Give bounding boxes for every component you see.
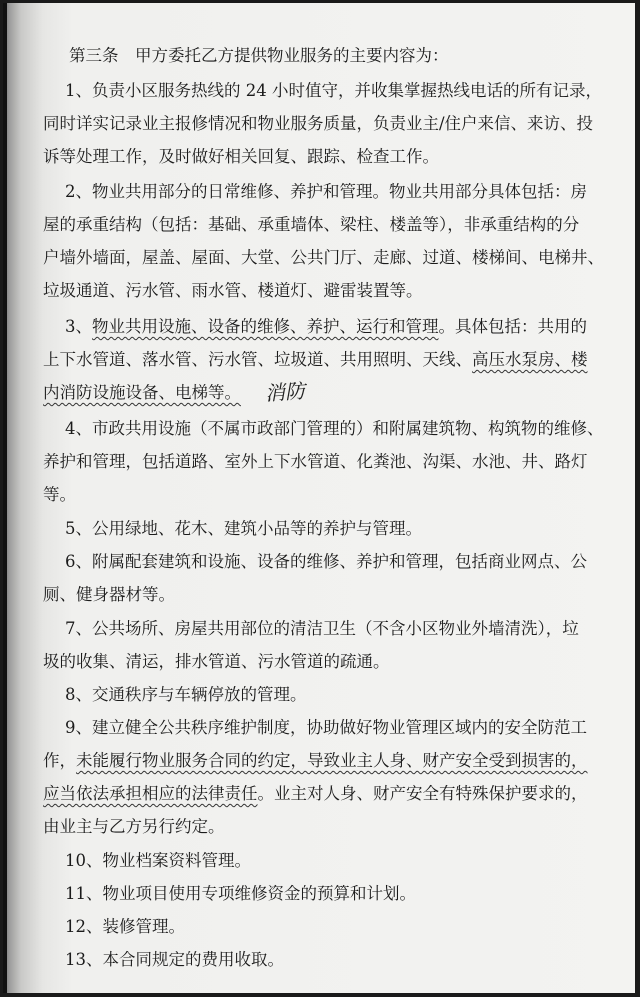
text-line [43,651,390,673]
text-line [43,280,423,302]
text-segment: 8、交通秩序与车辆停放的管理。 [65,685,307,704]
list-item-start-line [65,418,604,440]
text-segment: 屋的承重结构（包括：基础、承重墙体、梁柱、楼盖等），非承重结构的分 [43,215,580,234]
list-item-start-line [65,181,587,203]
list-item-start-line [65,316,587,338]
underlined-text: 物业共用设施、设备的维修、养护、运行和管理 [92,317,439,336]
underlined-text: 高压水泵房、楼 [472,350,588,369]
text-line [43,816,225,838]
text-segment: 2、物业共用部分的日常维修、养护和管理。物业共用部分具体包括：房 [65,182,587,201]
list-item-start-line [65,916,185,938]
text-segment: 同时详实记录业主报修情况和物业服务质量，负责业主/住户来信、来访、投 [43,114,594,133]
text-segment: 12、装修管理。 [65,917,185,936]
list-item-start-line [65,949,284,971]
scanned-contract-page [3,3,635,993]
list-item-start-line [65,717,587,739]
handwritten-note: 消防 [264,378,306,406]
text-line [43,349,588,371]
list-item-start-line [65,883,416,905]
text-segment: 5、公用绿地、花木、建筑小品等的养护与管理。 [65,519,422,538]
text-line [43,584,175,606]
text-line [43,750,588,772]
text-line [43,214,579,236]
text-segment: 。业主对人身、财产安全有特殊保护要求的， [257,784,588,803]
text-segment: 垃圾通道、污水管、雨水管、楼道灯、避雷装置等。 [43,281,423,300]
list-item-start-line [65,684,307,706]
text-segment: 上下水管道、落水管、污水管、垃圾道、共用照明、天线、 [43,350,472,369]
text-segment: 6、附属配套建筑和设施、设备的维修、养护和管理，包括商业网点、公 [65,552,587,571]
text-segment: 4、市政共用设施（不属市政部门管理的）和附属建筑物、构筑物的维修、 [65,419,604,438]
text-line [43,382,241,404]
list-item-start-line [65,850,251,872]
text-segment: 等。 [43,485,76,504]
text-line [43,451,588,473]
text-segment: 养护和管理，包括道路、室外上下水管道、化粪池、沟渠、水池、井、路灯 [43,452,588,471]
text-line [43,146,439,168]
underlined-text: 未能履行物业服务合同的约定，导致业主人身、财产安全受到损害的， [76,751,588,770]
list-item-start-line [65,518,422,540]
article-title: 第三条 甲方委托乙方提供物业服务的主要内容为： [69,46,449,65]
text-segment: 作， [43,751,76,770]
text-segment: 诉等处理工作，及时做好相关回复、跟踪、检查工作。 [43,147,439,166]
text-segment: 1、负责小区服务热线的 24 小时值守，并收集掌握热线电话的所有记录， [65,81,602,100]
text-line [43,484,76,506]
text-line [43,247,604,269]
text-line [43,783,588,805]
text-segment: 户墙外墙面，屋盖、屋面、大堂、公共门厅、走廊、过道、楼梯间、电梯井、 [43,248,604,267]
text-segment: 13、本合同规定的费用收取。 [65,950,284,969]
list-item-start-line [65,80,602,102]
underlined-text: 内消防设施设备、电梯等。 [43,383,241,402]
text-segment: 9、建立健全公共秩序维护制度，协助做好物业管理区域内的安全防范工 [65,718,587,737]
text-segment: 由业主与乙方另行约定。 [43,817,225,836]
list-item-start-line [65,551,587,573]
text-segment: 厕、健身器材等。 [43,585,175,604]
text-segment: 11、物业项目使用专项维修资金的预算和计划。 [65,884,416,903]
text-segment: 10、物业档案资料管理。 [65,851,251,870]
text-segment: 。具体包括：共用的 [438,317,587,336]
text-line [43,113,593,135]
text-segment: 圾的收集、清运，排水管道、污水管道的疏通。 [43,652,390,671]
list-item-start-line [65,618,579,640]
text-segment: 3、 [65,317,92,336]
underlined-text: 应当依法承担相应的法律责任 [43,784,258,803]
text-segment: 7、公共场所、房屋共用部位的清洁卫生（不含小区物业外墙清洗），垃 [65,619,579,638]
